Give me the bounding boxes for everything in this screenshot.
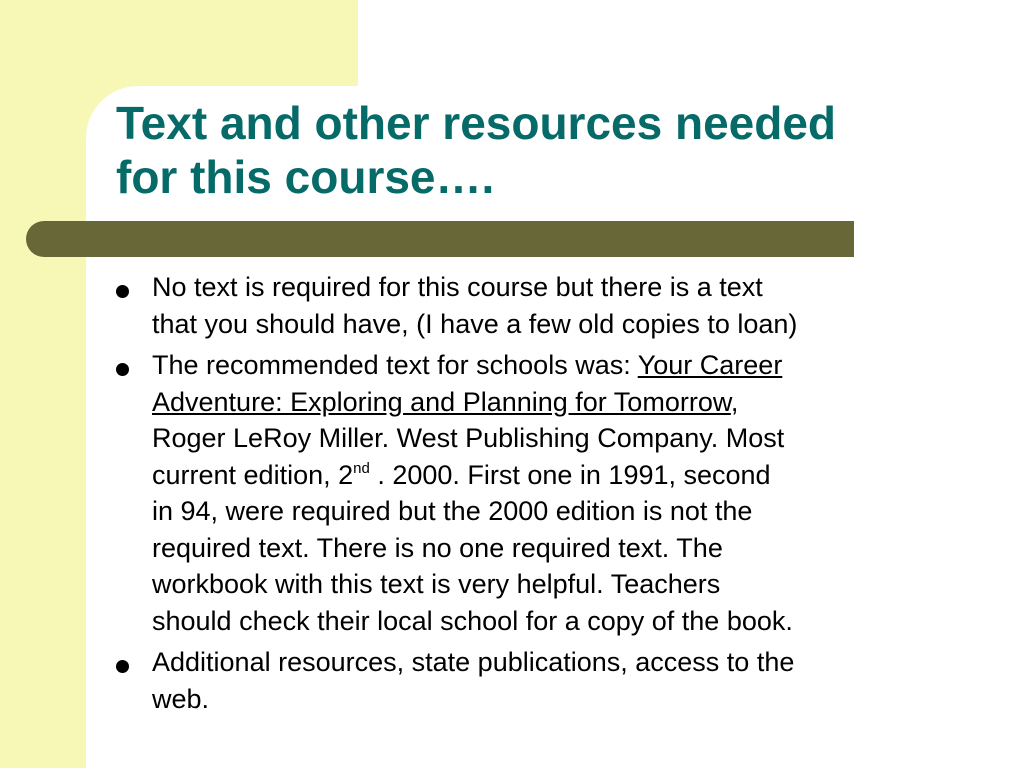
bullet-item-recommended-text (112, 347, 992, 639)
book-title-link[interactable]: Adventure: Exploring and Planning for Tomorrow (152, 386, 731, 417)
ordinal-superscript: nd (353, 459, 370, 477)
bullet-text-line: required text. There is no one required text. The (152, 532, 723, 563)
title-divider-bar (26, 221, 854, 257)
bullet-text-line: workbook with this text is very helpful. Teachers (152, 569, 721, 599)
bullet-list (112, 269, 992, 722)
bullet-text: . 2000. First one in 1991, second (369, 459, 771, 490)
bullet-item-no-text-required (112, 269, 992, 342)
book-title-link[interactable]: Your Career (637, 350, 783, 380)
bullet-dot-icon (116, 285, 129, 298)
bullet-text-line: No text is required for this course but there is a text (152, 272, 763, 302)
bullet-text-line: that you should have, (I have a few old copies to loan) (152, 308, 798, 339)
bullet-dot-icon (116, 363, 129, 376)
bullet-dot-icon (116, 660, 129, 673)
bullet-text-line: in 94, were required but the 2000 edition is not the (152, 496, 753, 526)
bullet-text: current edition, 2 (152, 459, 354, 490)
bullet-text-line (152, 347, 992, 384)
bullet-text-line: Roger LeRoy Miller. West Publishing Company. Most (152, 423, 785, 453)
bullet-text-line: web. (152, 683, 210, 714)
title-line: for this course…. (116, 151, 495, 203)
bullet-text: , (730, 386, 739, 417)
slide-title (116, 96, 996, 204)
bullet-text: The recommended text for schools was: (152, 350, 638, 380)
bullet-text-line (152, 384, 992, 421)
bullet-text-line: should check their local school for a copy of the book. (152, 605, 793, 636)
bullet-item-additional-resources (112, 644, 992, 717)
bullet-text-line: Additional resources, state publications, access to the (152, 647, 795, 677)
bullet-text-line (152, 457, 992, 494)
title-line: Text and other resources needed (116, 97, 837, 149)
